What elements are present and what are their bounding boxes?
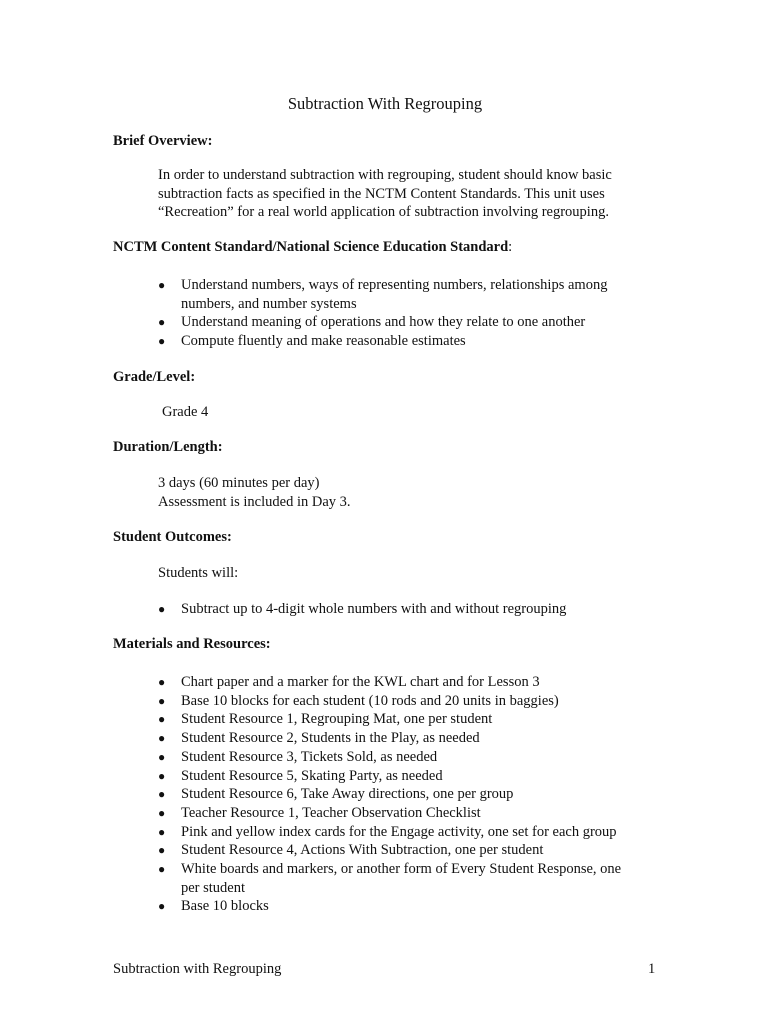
footer-title: Subtraction with Regrouping [113,961,282,977]
bullet-icon: ● [158,749,166,764]
list-item [158,276,607,313]
grade-value: Grade 4 [162,404,209,420]
bullet-icon: ● [158,334,166,349]
list-item [158,748,621,767]
list-item-text: Chart paper and a marker for the KWL chart and for Lesson 3 [181,674,540,690]
bullet-icon: ● [158,693,166,708]
list-item [158,897,621,916]
bullet-icon: ● [158,805,166,820]
bullet-icon: ● [158,315,166,330]
list-item [158,729,621,748]
overview-line: “Recreation” for a real world application of subtraction involving regrouping. [158,204,609,220]
standards-heading-colon: : [508,239,513,255]
list-item [158,600,566,619]
grade-heading: Grade/Level: [113,369,196,385]
bullet-icon: ● [158,675,166,689]
bullet-icon: ● [158,731,166,746]
document-title: Subtraction With Regrouping [287,94,483,113]
duration-line: Assessment is included in Day 3. [158,493,351,510]
materials-heading: Materials and Resources: [113,636,271,652]
list-item [158,692,621,711]
list-item [158,860,621,897]
standards-heading [113,239,512,256]
list-item-text: Student Resource 4, Actions With Subtraction, one per student [181,842,544,859]
list-item-text: Teacher Resource 1, Teacher Observation Checklist [181,804,481,821]
outcomes-heading: Student Outcomes: [113,529,232,545]
list-item-text: Subtract up to 4-digit whole numbers with and without regrouping [181,601,567,617]
duration-line: 3 days (60 minutes per day) [158,475,320,491]
list-item-text: numbers, and number systems [181,295,357,312]
list-item-text: White boards and markers, or another form of Every Student Response, one [181,861,622,878]
bullet-icon: ● [158,768,166,783]
bullet-icon: ● [158,862,166,877]
duration-heading: Duration/Length: [113,439,223,455]
list-item [158,841,621,860]
page-number: 1 [648,961,656,977]
list-item-text: Base 10 blocks for each student (10 rods and 20 units in baggies) [181,692,559,709]
list-item-text: per student [181,879,246,896]
list-item-text: Understand numbers, ways of representing numbers, relationships among [181,277,608,293]
bullet-icon: ● [158,787,166,802]
bullet-icon: ● [158,824,166,839]
overview-line: subtraction facts as specified in the NCTM Content Standards. This unit uses [158,185,605,202]
list-item [158,785,621,804]
list-item-text: Base 10 blocks [181,898,269,915]
outcomes-list [158,600,566,619]
outcomes-intro: Students will: [158,565,239,581]
list-item [158,804,621,823]
list-item-text: Pink and yellow index cards for the Engage activity, one set for each group [181,823,617,840]
list-item [158,823,621,842]
list-item [158,710,621,729]
duration-paragraph [158,474,658,511]
standards-heading-text: NCTM Content Standard/National Science Education Standard [113,239,509,255]
standards-list [158,276,607,351]
list-item-text: Student Resource 3, Tickets Sold, as needed [181,748,438,765]
materials-list [158,673,621,916]
overview-paragraph [158,166,658,222]
list-item-text: Compute fluently and make reasonable estimates [181,333,466,350]
overview-line: In order to understand subtraction with regrouping, student should know basic [158,167,612,183]
bullet-icon: ● [158,278,166,292]
overview-heading: Brief Overview: [113,133,213,149]
bullet-icon: ● [158,712,166,727]
list-item-text: Student Resource 6, Take Away directions, one per group [181,786,514,803]
list-item-text: Understand meaning of operations and how they relate to one another [181,314,586,331]
list-item [158,332,607,351]
list-item [158,313,607,332]
list-item-text: Student Resource 1, Regrouping Mat, one per student [181,711,493,728]
bullet-icon: ● [158,843,166,858]
list-item-text: Student Resource 2, Students in the Play, as needed [181,730,480,747]
list-item [158,673,621,692]
list-item-text: Student Resource 5, Skating Party, as needed [181,767,443,784]
list-item [158,767,621,786]
bullet-icon: ● [158,899,166,914]
bullet-icon: ● [158,602,166,616]
